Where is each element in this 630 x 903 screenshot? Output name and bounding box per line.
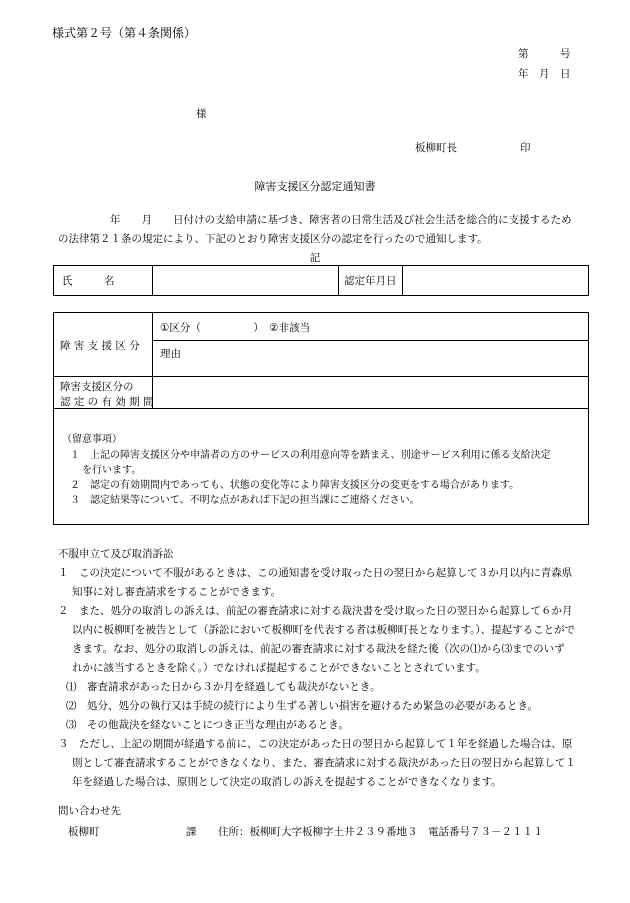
name-table (53, 265, 589, 296)
appeal-line-1: １ この決定について不服があるときは、この通知書を受け取った日の翌日から起算して３か月以内に青森県 (58, 567, 573, 579)
validity-label-2: 認 定 の 有 効 期 間 (60, 396, 154, 408)
validity-label-1: 障害支援区分の (60, 381, 134, 393)
appeal-line-8: 則として審査請求することができなくなり、また、審査請求に対する裁決があった日の翌日から起算して１ (72, 757, 576, 769)
certification-date-label: 認定年月日 (344, 275, 397, 287)
appeal-line-2: 知事に対し審査請求をすることができます。 (72, 586, 282, 598)
seal-mark: 印 (520, 142, 531, 154)
intro-line-1: 年 月 日付けの支給申請に基づき、障害者の日常生活及び社会生活を総合的に支援するため (110, 214, 572, 226)
notes-heading: （留意事項） (62, 434, 122, 445)
issuer-name: 板柳町長 (415, 142, 457, 154)
contact-address: 住所：板柳町大字板柳字土井２３９番地３ 電話番号７３－２１１１ (218, 826, 544, 838)
recipient-suffix: 様 (196, 108, 207, 120)
category-label: 障 害 支 援 区 分 (60, 340, 140, 352)
contact-heading: 問い合わせ先 (58, 805, 121, 817)
appeal-sub-2: ⑵ 処分、処分の執行又は手続の続行により生ずる著しい損害を避けるため緊急の必要があるとき。 (66, 700, 539, 712)
category-options: ①区分（ ） ②非該当 (160, 322, 311, 334)
appeal-line-6: れかに該当するときを除く。）でなければ提起することができないこととされています。 (72, 662, 486, 674)
note-item-2: ２ 認定の有効期間内であっても、状態の変化等により障害支援区分の変更をする場合があります。 (70, 480, 520, 491)
intro-line-2: の法律第２１条の規定により、下記のとおり障害支援区分の認定を行ったので通知します。 (58, 233, 488, 245)
appeal-sub-3: ⑶ その他裁決を経ないことにつき正当な理由があるとき。 (66, 719, 349, 731)
appeal-sub-1: ⑴ 審査請求があった日から３か月を経過しても裁決がないとき。 (66, 681, 381, 693)
note-item-3: ３ 認定結果等について、不明な点があれば下記の担当課にご連絡ください。 (70, 495, 420, 506)
contact-town: 板柳町 (68, 826, 100, 838)
appeal-line-5: きます。なお、処分の取消しの訴えは、前記の審査請求に対する裁決を経た後（次の⑴から⑶までのいず (72, 643, 565, 655)
form-number: 様式第２号（第４条関係） (52, 26, 197, 40)
document-title: 障害支援区分認定通知書 (254, 180, 376, 193)
contact-department: 課 (186, 826, 197, 838)
reason-label: 理由 (160, 348, 181, 360)
document-number: 第 号 (518, 48, 571, 60)
appeal-line-9: 年を経過した場合は、原則として決定の取消しの訴えを提起することができなくなります。 (72, 776, 502, 788)
name-label: 氏 名 (62, 275, 115, 287)
appeal-line-4: 以内に板柳町を被告として（訴訟において板柳町を代表する者は板柳町長となります。）、提起することがで (72, 624, 576, 636)
document-date: 年 月 日 (518, 68, 571, 80)
note-item-1-cont: を行います。 (82, 465, 142, 476)
appeal-heading: 不服申立て及び取消訴訟 (58, 548, 174, 560)
ki-mark: 記 (309, 252, 321, 264)
appeal-line-3: ２ また、処分の取消しの訴えは、前記の審査請求に対する裁決書を受け取った日の翌日から起算して６か月 (58, 605, 573, 617)
note-item-1: １ 上記の障害支援区分や申請者の方のサービスの利用意向等を踏まえ、別途サービス利用に係る支給決定 (70, 450, 551, 461)
appeal-line-7: ３ ただし、上記の期間が経過する前に、この決定があった日の翌日から起算して１年を経過した場合は、原 (58, 738, 573, 750)
